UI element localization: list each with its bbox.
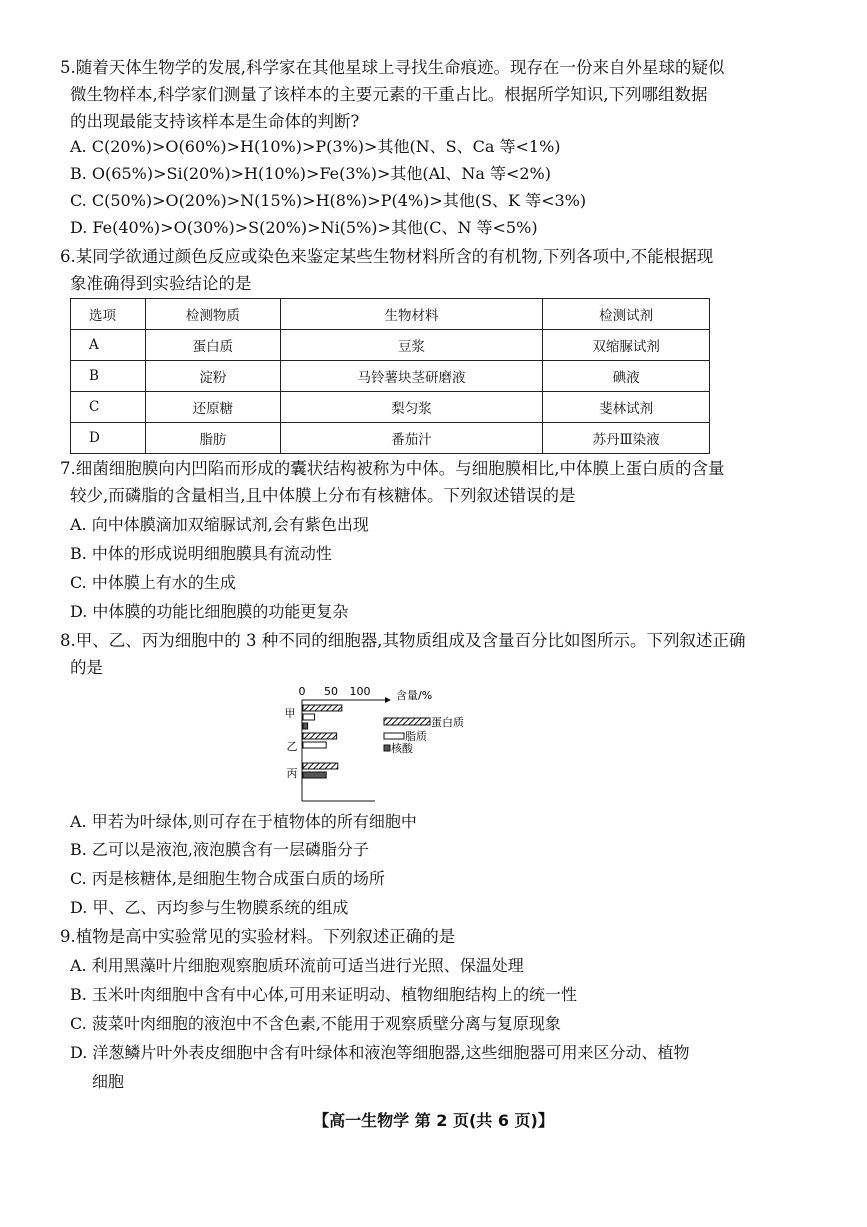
q9-option-a: A. 利用黑藻叶片细胞观察胞质环流前可适当进行光照、保温处理 [70, 956, 524, 975]
x-tick-label: 100 [349, 685, 371, 698]
question-7 [60, 455, 820, 509]
table-cell: 苏丹Ⅲ染液 [543, 423, 710, 454]
q9-option-b: B. 玉米叶肉细胞中含有中心体,可用来证明动、植物细胞结构上的统一性 [70, 985, 578, 1004]
q7-stem-line2: 较少,而磷脂的含量相当,且中体膜上分布有核糖体。下列叙述错误的是 [70, 486, 576, 505]
bar-甲-核酸 [303, 723, 308, 729]
q7-option-b: B. 中体的形成说明细胞膜具有流动性 [70, 544, 332, 563]
q8-option-d: D. 甲、乙、丙均参与生物膜系统的组成 [70, 898, 349, 917]
bar-甲-脂质 [303, 714, 315, 720]
page-footer: 【高一生物学 第 2 页(共 6 页)】 [313, 1111, 554, 1130]
q7-option-d: D. 中体膜的功能比细胞膜的功能更复杂 [70, 602, 349, 621]
q6-header-reagent: 检测试剂 [543, 299, 710, 330]
table-row [71, 330, 710, 361]
q9-option-c: C. 菠菜叶肉细胞的液泡中不含色素,不能用于观察质壁分离与复原现象 [70, 1014, 561, 1033]
x-tick-label: 50 [324, 685, 338, 698]
question-9 [60, 923, 820, 950]
q6-header-material: 生物材料 [280, 299, 542, 330]
legend-label-protein: 蛋白质 [431, 716, 464, 729]
organelle-composition-chart [280, 683, 500, 803]
q9-option-d-continuation: 细胞 [92, 1072, 125, 1091]
q5-option-a: A. C(20%)>O(60%)>H(10%)>P(3%)>其他(N、S、Ca 等<1%) [70, 137, 561, 156]
q5-option-b: B. O(65%)>Si(20%)>H(10%)>Fe(3%)>其他(Al、Na 等<2%) [70, 164, 551, 183]
question-5 [60, 54, 820, 135]
q5-stem-line3: 的出现最能支持该样本是生命体的判断? [70, 112, 360, 131]
q8-option-a: A. 甲若为叶绿体,则可存在于植物体的所有细胞中 [70, 812, 417, 831]
table-cell: 梨匀浆 [280, 392, 542, 423]
table-cell: 双缩脲试剂 [543, 330, 710, 361]
bar-丙-蛋白质 [303, 763, 338, 769]
table-cell: C [71, 392, 146, 423]
table-cell: 斐林试剂 [543, 392, 710, 423]
q7-option-a: A. 向中体膜滴加双缩脲试剂,会有紫色出现 [70, 515, 369, 534]
q6-header-substance: 检测物质 [146, 299, 281, 330]
table-cell: 番茄汁 [280, 423, 542, 454]
x-axis-label: 含量/% [396, 689, 433, 702]
q8-stem-line2: 的是 [70, 658, 103, 677]
q7-option-c: C. 中体膜上有水的生成 [70, 573, 236, 592]
q8-option-c: C. 丙是核糖体,是细胞生物合成蛋白质的场所 [70, 869, 385, 888]
table-row [71, 392, 710, 423]
table-cell: 蛋白质 [146, 330, 281, 361]
legend-swatch-protein [384, 718, 430, 725]
table-cell: D [71, 423, 146, 454]
category-label: 乙 [286, 740, 298, 753]
bar-乙-蛋白质 [303, 733, 337, 739]
q6-stem-line2: 象准确得到实验结论的是 [70, 274, 252, 293]
q5-option-d: D. Fe(40%)>O(30%)>S(20%)>Ni(5%)>其他(C、N 等<5%) [70, 218, 538, 237]
legend-label-lipid: 脂质 [405, 730, 427, 743]
table-cell: A [71, 330, 146, 361]
bar-甲-蛋白质 [303, 705, 342, 711]
q5-stem-line1: 5.随着天体生物学的发展,科学家在其他星球上寻找生命痕迹。现存在一份来自外星球的疑似 [60, 58, 725, 77]
category-label: 甲 [284, 707, 296, 720]
table-row [71, 423, 710, 454]
legend-label-nucleic-acid: 核酸 [391, 742, 413, 755]
bar-丙-核酸 [303, 772, 326, 778]
q8-option-b: B. 乙可以是液泡,液泡膜含有一层磷脂分子 [70, 840, 370, 859]
q9-stem-line1: 9.植物是高中实验常见的实验材料。下列叙述正确的是 [60, 927, 456, 946]
q5-stem-line2: 微生物样本,科学家们测量了该样本的主要元素的干重占比。根据所学知识,下列哪组数据 [70, 85, 708, 104]
question-8 [60, 627, 820, 681]
q6-header-option: 选项 [71, 299, 146, 330]
legend-swatch-nucleic-acid [384, 745, 390, 751]
q6-stem-line1: 6.某同学欲通过颜色反应或染色来鉴定某些生物材料所含的有机物,下列各项中,不能根据现 [60, 247, 714, 266]
q5-option-c: C. C(50%)>O(20%)>N(15%)>H(8%)>P(4%)>其他(S、K 等<3%) [70, 191, 587, 210]
table-row [71, 361, 710, 392]
q7-stem-line1: 7.细菌细胞膜向内凹陷而形成的囊状结构被称为中体。与细胞膜相比,中体膜上蛋白质的含量 [60, 459, 725, 478]
legend-swatch-lipid [384, 733, 404, 739]
category-label: 丙 [286, 767, 298, 780]
table-cell: 豆浆 [280, 330, 542, 361]
table-cell: B [71, 361, 146, 392]
chart-bars [303, 705, 342, 778]
x-tick-label: 0 [298, 685, 306, 698]
q6-table [70, 298, 710, 454]
q9-option-d: D. 洋葱鳞片叶外表皮细胞中含有叶绿体和液泡等细胞器,这些细胞器可用来区分动、植物 [70, 1043, 690, 1062]
chart-legend [384, 715, 464, 755]
table-cell: 马铃薯块茎研磨液 [280, 361, 542, 392]
q8-stem-line1: 8.甲、乙、丙为细胞中的 3 种不同的细胞器,其物质组成及含量百分比如图所示。下列叙述正确 [60, 631, 746, 650]
q6-table-header-row [71, 299, 710, 330]
question-6 [60, 243, 820, 297]
table-cell: 脂肪 [146, 423, 281, 454]
chart-x-axis-arrow [385, 697, 391, 703]
table-cell: 还原糖 [146, 392, 281, 423]
table-cell: 碘液 [543, 361, 710, 392]
table-cell: 淀粉 [146, 361, 281, 392]
bar-乙-脂质 [303, 742, 326, 748]
